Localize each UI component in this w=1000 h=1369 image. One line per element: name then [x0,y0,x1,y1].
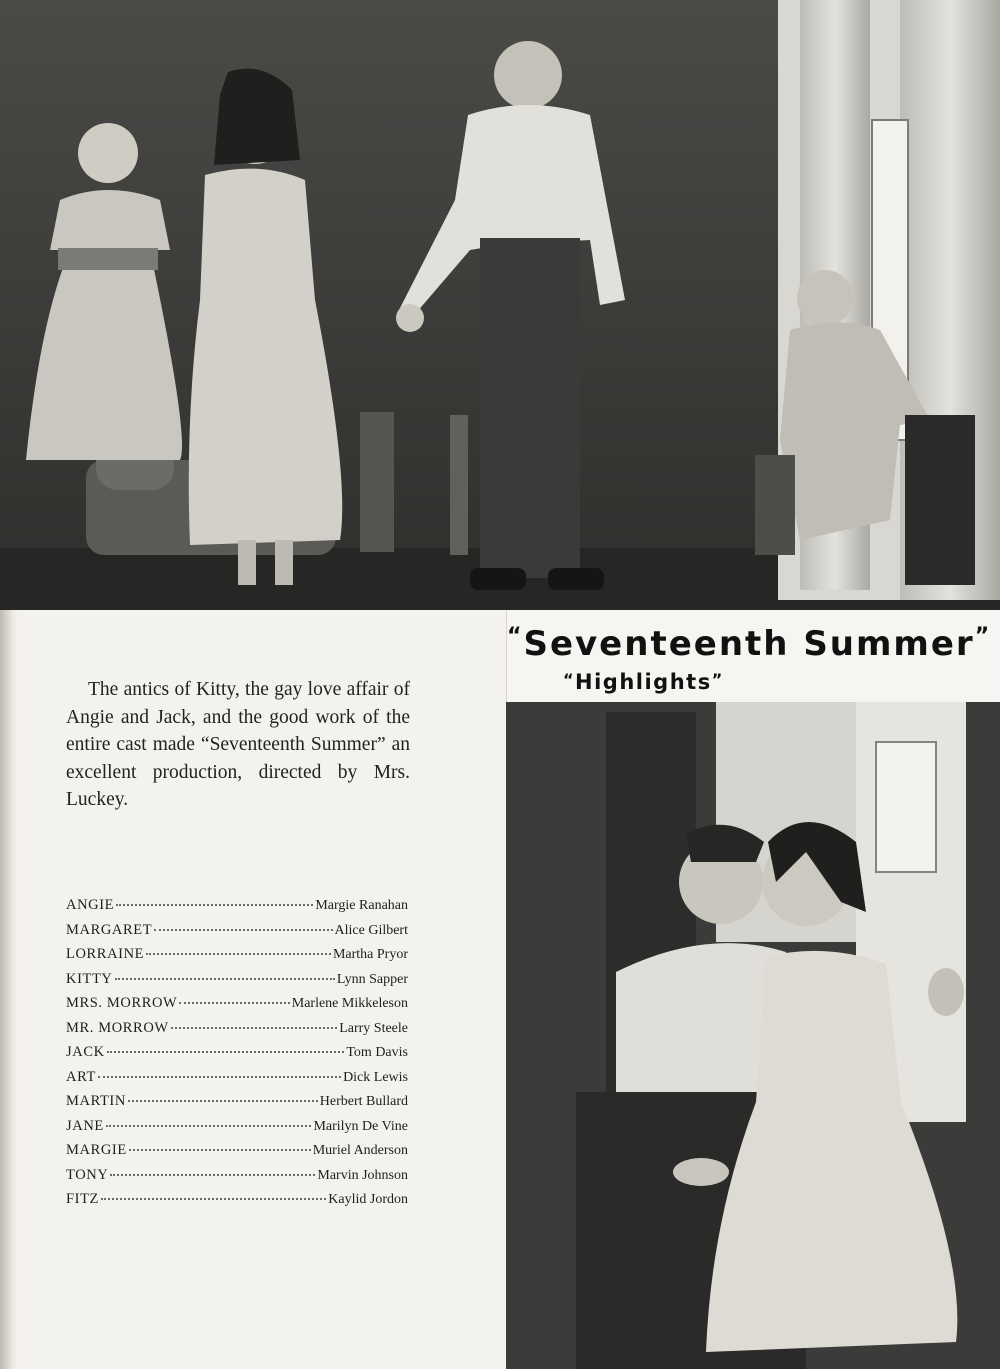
cast-row [66,897,408,922]
caption-paragraph: The antics of Kitty, the gay love affair of Angie and Jack, and the good work of the entire cast made “Seventeenth Summer” an excellent production, directed by Mrs. Luckey. [66,679,410,811]
dot-leader [171,1026,338,1029]
cast-role: KITTY [66,970,113,987]
cast-actor: Marilyn De Vine [313,1118,408,1134]
cast-row [66,995,408,1020]
cast-role: MARTIN [66,1093,126,1109]
cast-role: MRS. MORROW [66,995,178,1011]
title-text: Seventeenth Summer [523,624,975,664]
dot-leader [107,1050,345,1053]
subtitle-close-quote: ” [711,670,724,689]
cast-row [66,1093,408,1118]
cast-actor: Lynn Sapper [336,971,408,987]
cast-actor: Marlene Mikkeleson [291,996,408,1011]
cast-actor: Alice Gilbert [334,922,408,938]
subtitle-text: Highlights [575,670,712,694]
dot-leader [146,952,331,955]
dot-leader [106,1124,312,1127]
subtitle-open-quote: “ [563,670,576,689]
cast-role: ANGIE [66,897,115,913]
dot-leader [128,1099,318,1102]
cast-actor: Margie Ranahan [315,898,408,913]
page-title [507,624,1000,664]
cast-role: JACK [66,1044,105,1060]
cast-role: MARGIE [66,1142,127,1158]
cast-row [66,1142,408,1167]
couple-photo [506,702,1000,1369]
cast-role: FITZ [66,1191,100,1207]
dot-leader [98,1075,341,1078]
dot-leader [110,1173,315,1176]
title-open-quote: “ [507,624,524,649]
cast-actor: Herbert Bullard [319,1094,408,1109]
cast-role: ART [66,1068,96,1085]
cast-actor: Dick Lewis [343,1069,408,1085]
cast-row [66,1191,408,1216]
cast-list [66,897,408,1216]
dot-leader [116,903,313,906]
cast-actor: Tom Davis [346,1045,408,1060]
cast-row [66,1118,408,1143]
cast-role: MARGARET [66,921,153,938]
cast-actor: Larry Steele [339,1020,408,1036]
cast-row [66,1044,408,1069]
cast-role: MR. MORROW [66,1019,169,1036]
cast-row [66,1167,408,1192]
cast-row [66,922,408,947]
handwritten-title-strip [506,610,1000,702]
title-close-quote: ” [974,624,992,649]
stage-photo [0,0,1000,610]
page-subtitle [563,670,724,694]
dot-leader [179,1001,289,1004]
cast-role: TONY [66,1166,109,1183]
dot-leader [154,928,332,931]
page-gutter-shadow [0,610,18,1369]
cast-role: LORRAINE [66,946,145,962]
cast-row [66,946,408,971]
cast-role: JANE [66,1117,104,1134]
cast-row [66,1020,408,1045]
cast-row [66,1069,408,1094]
dot-leader [101,1197,326,1200]
cast-actor: Marvin Johnson [317,1167,408,1183]
cast-actor: Kaylid Jordon [328,1192,408,1207]
cast-actor: Martha Pryor [332,947,408,962]
dot-leader [115,977,335,980]
cast-actor: Muriel Anderson [312,1143,408,1158]
dot-leader [129,1148,311,1151]
cast-row [66,971,408,996]
